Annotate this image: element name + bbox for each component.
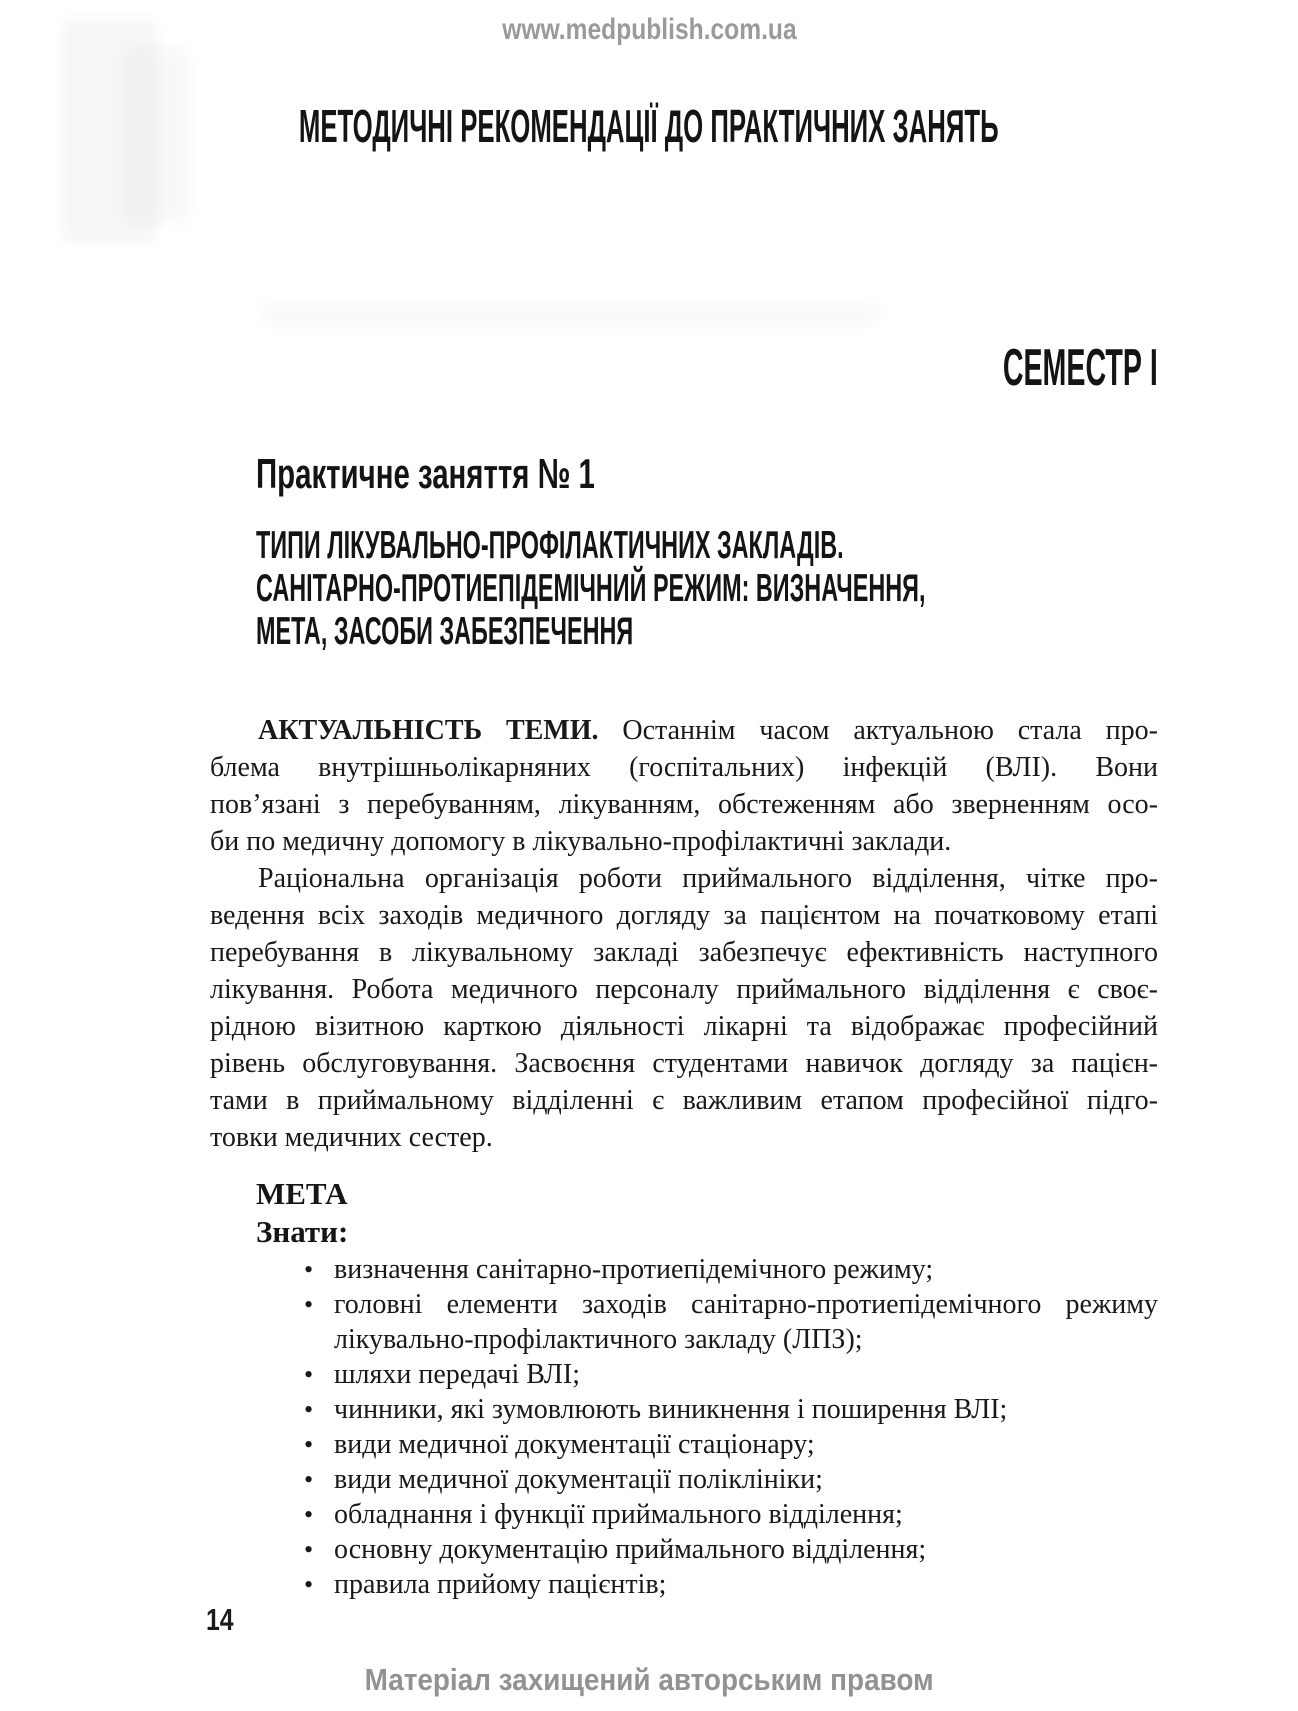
semester-heading [876,338,1158,398]
bullet-item-text: обладнання і функції приймального відділення; [334,1499,903,1530]
bullet-item-text: види медичної документації поліклініки; [334,1464,823,1495]
scan-bleed-artifact [260,300,880,326]
paragraph-line: пов’язані з перебуванням, лікуванням, обстеженням або зверненням осо- [210,789,1158,820]
bullet-item-text: головні елементи заходів санітарно-протиепідемічного режиму лікувально-профілактичного закладу (ЛПЗ); [334,1289,1158,1355]
topic-heading-line [256,610,1298,653]
topic-heading-line-text: МЕТА, ЗАСОБИ ЗАБЕЗПЕЧЕННЯ [256,610,634,653]
body-paragraphs [210,712,1158,1156]
bullet-item [210,1252,1158,1287]
topic-heading-line-text: САНІТАРНО-ПРОТИЕПІДЕМІЧНИЙ РЕЖИМ: ВИЗНАЧЕННЯ, [256,567,926,610]
paragraph-line: рівень обслуговування. Засвоєння студентами навичок догляду за пацієн- [210,1048,1158,1079]
bullet-item [210,1427,1158,1462]
bullet-marker: • [304,1395,314,1424]
topic-heading-line [256,567,1298,610]
bullet-item [210,1532,1158,1567]
topic-heading-line-text: ТИПИ ЛІКУВАЛЬНО-ПРОФІЛАКТИЧНИХ ЗАКЛАДІВ. [256,524,844,567]
bullet-marker: • [304,1535,314,1564]
paragraph-line: лікування. Робота медичного персоналу приймального відділення є своє- [210,974,1158,1005]
bullet-item [210,1392,1158,1427]
bullet-item-text: чинники, які зумовлюють виникнення і поширення ВЛІ; [334,1394,1008,1425]
paragraph-line: перебування в лікувальному закладі забезпечує ефективність наступного [210,937,1158,968]
bullet-marker: • [304,1430,314,1459]
bullet-list [210,1252,1158,1602]
paragraph-line: АКТУАЛЬНІСТЬ ТЕМИ. Останнім часом актуальною стала про- [258,715,1158,746]
meta-heading: МЕТА [256,1176,348,1211]
bullet-item [210,1567,1158,1602]
bullet-marker: • [304,1255,314,1284]
page-number-text: 14 [206,1602,234,1637]
paragraph-line: рідною візитною карткою діяльності лікарні та відображає професійний [210,1011,1158,1042]
paragraph-line: би по медичну допомогу в лікувально-профілактичні заклади. [210,826,952,857]
bullet-item [210,1357,1158,1392]
bullet-item-text: види медичної документації стаціонару; [334,1429,815,1460]
semester-heading-text: СЕМЕСТР І [1002,339,1158,397]
bullet-item [210,1497,1158,1532]
bullet-marker: • [304,1465,314,1494]
bullet-marker: • [304,1500,314,1529]
paragraph-line: товки медичних сестер. [210,1122,493,1153]
bullet-item [210,1462,1158,1497]
know-heading: Знати: [256,1214,349,1249]
watermark-url [0,13,1298,47]
paragraph-line: ведення всіх заходів медичного догляду за пацієнтом на початковому етапі [210,900,1158,931]
bullet-marker: • [304,1360,314,1389]
paragraph-line: Раціональна організація роботи приймального відділення, чітке про- [258,863,1158,894]
lesson-heading-text: Практичне заняття № 1 [256,450,595,497]
document-title-text: МЕТОДИЧНІ РЕКОМЕНДАЦІЇ ДО ПРАКТИЧНИХ ЗАНЯТЬ [299,100,999,152]
bullet-marker: • [304,1570,314,1599]
lesson-heading [256,450,740,498]
paragraph-lead-bold: АКТУАЛЬНІСТЬ ТЕМИ. [258,715,599,746]
paragraph-line: тами в приймальному відділенні є важливим етапом професійної підго- [210,1085,1158,1116]
bullet-item-text: правила прийому пацієнтів; [334,1569,667,1600]
paragraph-line: блема внутрішньолікарняних (госпітальних) інфекцій (ВЛІ). Вони [210,752,1158,783]
bullet-marker: • [304,1290,314,1319]
copyright-notice-text: Матеріал захищений авторським правом [364,1662,934,1697]
bullet-item-text: шляхи передачі ВЛІ; [334,1359,580,1390]
page-number [206,1602,240,1638]
bullet-item [210,1287,1158,1357]
watermark-url-text: www.medpublish.com.ua [501,13,797,46]
topic-heading-line [256,524,1298,567]
bullet-item-text: визначення санітарно-протиепідемічного режиму; [334,1254,934,1285]
bullet-item-text: основну документацію приймального відділення; [334,1534,927,1565]
topic-heading [256,524,1298,653]
document-title [0,99,1298,153]
copyright-notice [0,1662,1298,1698]
